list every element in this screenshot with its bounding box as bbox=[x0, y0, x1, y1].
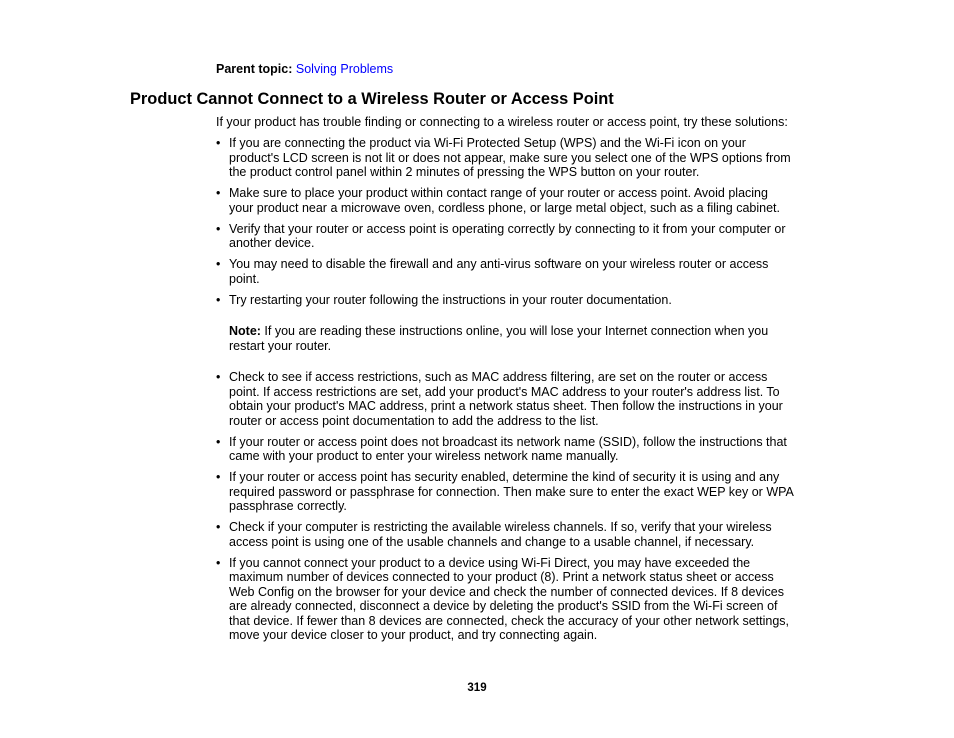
parent-topic-label: Parent topic: bbox=[216, 62, 293, 76]
note-block bbox=[229, 324, 831, 353]
solutions-list bbox=[216, 136, 831, 649]
page-number: 319 bbox=[467, 682, 487, 694]
bullet-marker: • bbox=[216, 186, 221, 200]
note-text: If you are reading these instructions online, you will lose your Internet connection when you bbox=[260, 324, 769, 338]
list-item-text-line: came with your product to enter your wireless network name manually. bbox=[229, 449, 619, 463]
list-item bbox=[216, 370, 831, 428]
list-item-text-line: point. If access restrictions are set, add your product's MAC address to your router's address list. To bbox=[229, 384, 780, 399]
note-line: restart your router. bbox=[229, 338, 332, 353]
list-item-text-line: obtain your product's MAC address, print a network status sheet. Then follow the instructions in your bbox=[229, 399, 783, 413]
list-item bbox=[216, 470, 831, 514]
list-item-text-line: point. bbox=[229, 271, 260, 286]
bullet-marker: • bbox=[216, 555, 221, 570]
bullet-marker: • bbox=[216, 136, 221, 150]
list-item-text-line: Web Config on the browser for your device and check the number of connected devices. If 8 devices bbox=[229, 584, 784, 599]
list-item-text-line: required password or passphrase for connection. Then make sure to enter the exact WEP key or WPA bbox=[229, 484, 794, 499]
list-item-text-line: passphrase correctly. bbox=[229, 499, 347, 513]
list-item-text-line: Make sure to place your product within contact range of your router or access point. Avoid placing bbox=[229, 186, 768, 200]
list-item-text-line: You may need to disable the firewall and any anti-virus software on your wireless router or access bbox=[229, 257, 769, 271]
list-item-text-line: are already connected, disconnect a device by deleting the product's SSID from the Wi-Fi screen of bbox=[229, 599, 778, 613]
list-item bbox=[216, 136, 831, 180]
list-item bbox=[216, 222, 831, 251]
list-item-text-line: router or access point documentation to add the address to the list. bbox=[229, 413, 599, 428]
list-item-text-line: Check if your computer is restricting the available wireless channels. If so, verify that your wireless bbox=[229, 520, 772, 534]
list-item-text-line: access point is using one of the usable channels and change to a usable channel, if necessary. bbox=[229, 534, 755, 549]
note-line bbox=[229, 324, 831, 339]
list-item bbox=[216, 186, 831, 215]
list-item-text-line: the product control panel within 2 minutes of pressing the WPS button on your router. bbox=[229, 165, 700, 179]
list-item-text-line: If your router or access point has security enabled, determine the kind of security it is using and any bbox=[229, 470, 780, 484]
list-item bbox=[216, 520, 831, 549]
bullet-marker: • bbox=[216, 370, 221, 384]
list-item-text-line: product's LCD screen is not lit or does not appear, make sure you select one of the WPS options from bbox=[229, 150, 791, 165]
bullet-marker: • bbox=[216, 292, 221, 307]
list-item bbox=[216, 556, 831, 643]
list-item-text-line: If your router or access point does not broadcast its network name (SSID), follow the instructions that bbox=[229, 434, 787, 449]
list-item-text-line: Try restarting your router following the instructions in your router documentation. bbox=[229, 292, 672, 307]
bullet-marker: • bbox=[216, 221, 221, 236]
list-item-text-line: Check to see if access restrictions, such as MAC address filtering, are set on the router or access bbox=[229, 370, 768, 384]
list-item-text-line: If you are connecting the product via Wi-Fi Protected Setup (WPS) and the Wi-Fi icon on your bbox=[229, 136, 746, 150]
bullet-marker: • bbox=[216, 434, 221, 449]
bullet-marker: • bbox=[216, 520, 221, 534]
note-label: Note: bbox=[229, 324, 261, 338]
list-item-text-line: your product near a microwave oven, cordless phone, or large metal object, such as a filing cabinet. bbox=[229, 200, 780, 215]
parent-topic-link[interactable]: Solving Problems bbox=[295, 62, 394, 76]
list-item-text-line: move your device closer to your product, and try connecting again. bbox=[229, 628, 598, 642]
list-item bbox=[216, 257, 831, 286]
bullet-marker: • bbox=[216, 470, 221, 484]
bullet-marker: • bbox=[216, 257, 221, 271]
list-item-text-line: that device. If fewer than 8 devices are connected, check the accuracy of your other network settings, bbox=[229, 613, 790, 628]
list-item bbox=[216, 435, 831, 464]
list-item-text-line: If you cannot connect your product to a device using Wi-Fi Direct, you may have exceeded the bbox=[229, 555, 751, 570]
list-item-text-line: another device. bbox=[229, 236, 315, 250]
parent-topic bbox=[216, 62, 393, 77]
page-heading: Product Cannot Connect to a Wireless Router or Access Point bbox=[130, 90, 614, 108]
list-item-text-line: maximum number of devices connected to your product (8). Print a network status sheet or access bbox=[229, 570, 774, 584]
list-item-text-line: Verify that your router or access point is operating correctly by connecting to it from your computer or bbox=[229, 221, 786, 236]
list-item bbox=[216, 293, 831, 354]
intro-paragraph: If your product has trouble finding or connecting to a wireless router or access point, try these solutions: bbox=[216, 115, 788, 129]
